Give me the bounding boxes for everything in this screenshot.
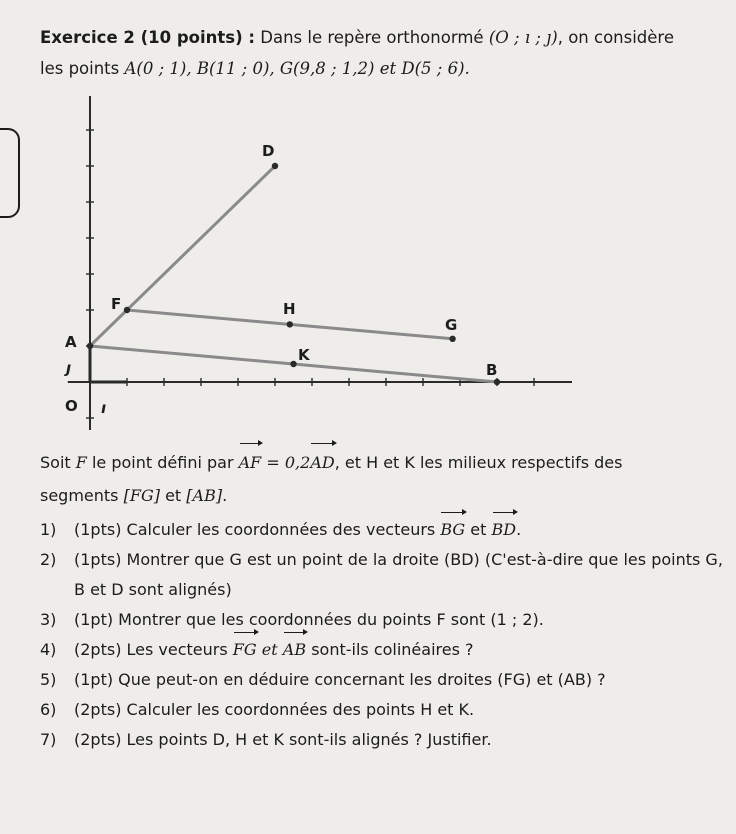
vector-AF: AF — [239, 446, 262, 479]
question-2 — [40, 545, 730, 605]
label-i: ı — [101, 399, 107, 417]
point-D — [272, 163, 278, 169]
heading-line1-text: Dans le repère orthonormé — [260, 28, 484, 47]
label-K: K — [298, 346, 310, 364]
question-6 — [40, 695, 730, 725]
exercise-title: Exercice 2 (10 points) : — [40, 28, 256, 47]
question-number: 4) — [40, 640, 57, 659]
question-text: (2pts) Calculer les coordonnées des points H et K. — [74, 700, 475, 719]
question-number: 7) — [40, 730, 57, 749]
point-B — [494, 379, 500, 385]
point-K — [290, 361, 296, 367]
point-F — [124, 307, 130, 313]
vector-AD: AD — [310, 446, 334, 479]
question-end: sont-ils colinéaires ? — [311, 640, 474, 659]
question-number: 1) — [40, 520, 57, 539]
question-mid: et — [261, 640, 278, 659]
vector-BD: BD — [492, 515, 517, 545]
label-F: F — [111, 295, 122, 313]
intro-F: F — [75, 453, 87, 472]
question-number: 6) — [40, 700, 57, 719]
label-A: A — [65, 333, 77, 351]
question-number: 2) — [40, 550, 57, 569]
question-list — [40, 515, 730, 755]
points-list: A(0 ; 1), B(11 ; 0), G(9,8 ; 1,2) — [124, 59, 375, 78]
question-text: (1pt) Montrer que les coordonnées du points F sont (1 ; 2). — [74, 610, 544, 629]
question-5 — [40, 665, 730, 695]
question-number: 5) — [40, 670, 57, 689]
frame-notation: (O ; ı ; ȷ) — [488, 28, 558, 47]
vector-BG: BG — [440, 515, 465, 545]
intro-end: . — [222, 486, 228, 505]
intro-et: et — [165, 486, 182, 505]
point-H — [287, 321, 293, 327]
intro-p2: le point défini par — [91, 453, 234, 472]
question-text: (1pts) Calculer les coordonnées des vecteurs — [74, 520, 436, 539]
label-B: B — [486, 361, 498, 379]
question-1 — [40, 515, 730, 545]
question-4 — [40, 635, 730, 665]
label-G: G — [445, 316, 458, 334]
intro-text — [40, 446, 730, 512]
point-G — [449, 336, 455, 342]
question-3 — [40, 605, 730, 635]
question-number: 3) — [40, 610, 57, 629]
question-7 — [40, 725, 730, 755]
segments — [90, 166, 497, 382]
point-A — [87, 343, 93, 349]
point-d: D(5 ; 6). — [401, 59, 470, 78]
label-j: ȷ — [66, 359, 72, 377]
segment-FG: [FG] — [123, 486, 160, 505]
intro-p4: segments — [40, 486, 119, 505]
label-O: O — [65, 397, 78, 415]
segment-AB: [AB] — [186, 486, 223, 505]
geometry-figure — [0, 88, 736, 438]
question-mid: et — [470, 520, 487, 539]
question-end: . — [516, 520, 522, 539]
heading-line2-prefix: les points — [40, 59, 120, 78]
heading-line1-end: , on considère — [557, 28, 675, 47]
label-D: D — [262, 142, 275, 160]
exercise-heading — [40, 22, 730, 84]
points-et: et — [379, 59, 397, 78]
question-text: (1pts) Montrer que G est un point de la droite (BD) (C'est-à-dire que les points G, B et D sont alignés) — [74, 550, 723, 599]
intro-p1: Soit — [40, 453, 71, 472]
question-text: (1pt) Que peut-on en déduire concernant les droites (FG) et (AB) ? — [74, 670, 606, 689]
question-text: (2pts) Les points D, H et K sont-ils alignés ? Justifier. — [74, 730, 492, 749]
vector-AB: AB — [283, 635, 306, 665]
segment-AD — [90, 166, 275, 346]
question-text: (2pts) Les vecteurs — [74, 640, 228, 659]
vector-FG: FG — [233, 635, 257, 665]
intro-p3: , et H et K les milieux respectifs des — [334, 453, 623, 472]
intro-eq: = 0,2 — [266, 453, 311, 472]
label-H: H — [283, 300, 296, 318]
